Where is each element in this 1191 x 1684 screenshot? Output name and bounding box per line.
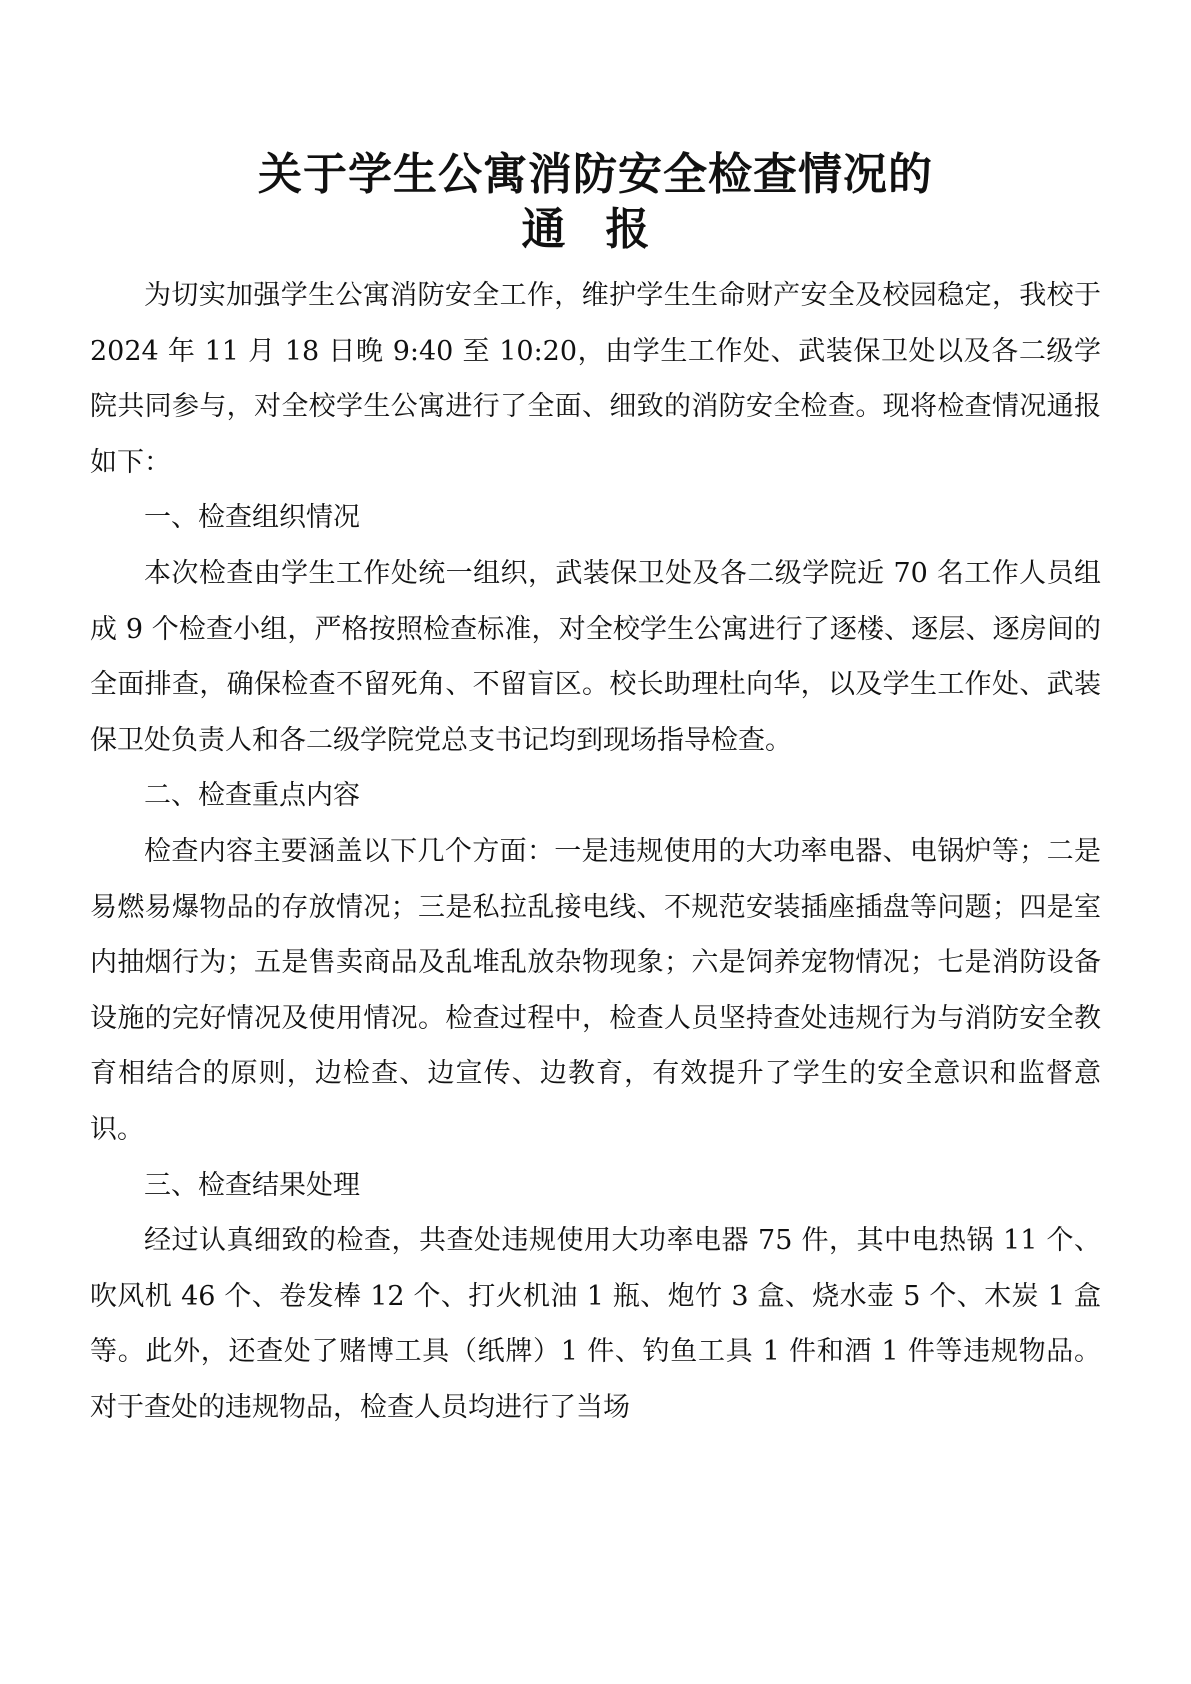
section3-heading: 三、检查结果处理 — [144, 1169, 360, 1201]
intro-paragraph: 为切实加强学生公寓消防安全工作，维护学生生命财产安全及校园稳定，我校于 2024 年 11 月 18 日晚 9:40 至 10:20，由学生工作处、武装保卫处以及各二级学院共同参与，对全校学生公寓进行了全面、细致的消防安全检查。现将检查情况通报如下： — [90, 280, 1101, 478]
document-body — [90, 268, 1101, 1435]
section1-heading: 一、检查组织情况 — [144, 502, 360, 534]
section1-paragraph: 本次检查由学生工作处统一组织，武装保卫处及各二级学院近 70 名工作人员组成 9 个检查小组，严格按照检查标准，对全校学生公寓进行了逐楼、逐层、逐房间的全面排查，确保检查不留死角、不留盲区。校长助理杜向华，以及学生工作处、武装保卫处负责人和各二级学院党总支书记均到现场指导检查。 — [90, 557, 1101, 756]
section2-heading: 二、检查重点内容 — [144, 780, 360, 812]
section3-paragraph: 经过认真细致的检查，共查处违规使用大功率电器 75 件，其中电热锅 11 个、吹风机 46 个、卷发棒 12 个、打火机油 1 瓶、炮竹 3 盒、烧水壶 5 个、木炭 1 盒等。此外，还查处了赌博工具（纸牌）1 件、钓鱼工具 1 件和酒 1 件等违规物品。对于查处的违规物品，检查人员均进行了当场 — [90, 1225, 1101, 1423]
document-title-line2: 通报 — [521, 204, 690, 255]
document-title-line1: 关于学生公寓消防安全检查情况的 — [258, 149, 933, 200]
section2-paragraph: 检查内容主要涵盖以下几个方面：一是违规使用的大功率电器、电锅炉等；二是易燃易爆物品的存放情况；三是私拉乱接电线、不规范安装插座插盘等问题；四是室内抽烟行为；五是售卖商品及乱堆乱放杂物现象；六是饲养宠物情况；七是消防设备设施的完好情况及使用情况。检查过程中，检查人员坚持查处违规行为与消防安全教育相结合的原则，边检查、边宣传、边教育，有效提升了学生的安全意识和监督意识。 — [90, 835, 1101, 1145]
